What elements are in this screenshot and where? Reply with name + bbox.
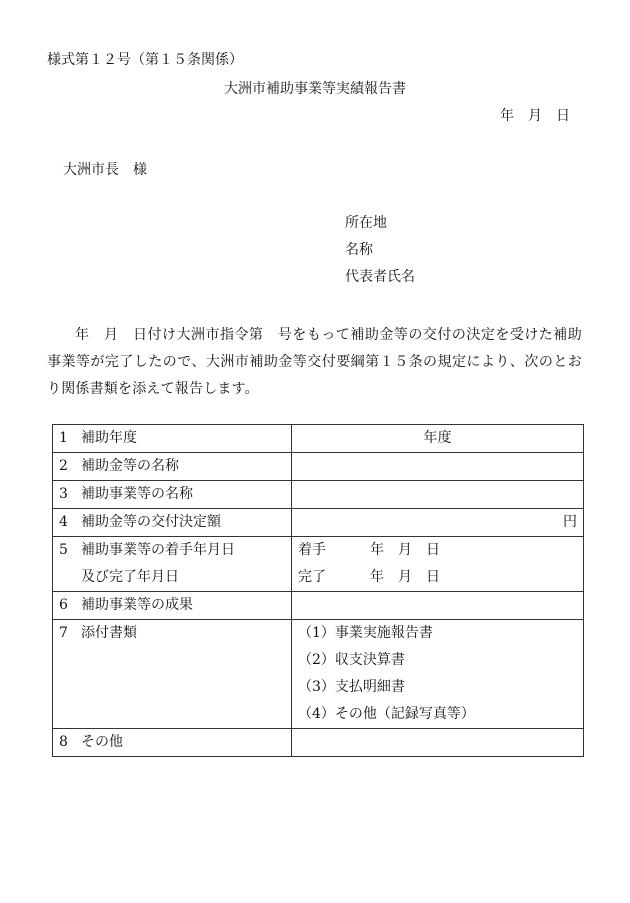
table-row: [53, 453, 584, 481]
row-label-continued: 及び完了年月日: [81, 569, 179, 585]
yen-unit: 円: [563, 514, 577, 530]
form-number: 様式第１２号（第１５条関係）: [47, 52, 243, 68]
end-date: 年 月 日: [370, 569, 440, 585]
row-label: その他: [81, 734, 123, 750]
row-number: 6: [59, 597, 68, 613]
project-dates-cell: [292, 537, 584, 592]
attachment-item: （4）その他（記録写真等）: [298, 706, 475, 722]
table-row: [53, 620, 584, 729]
row-label-cell: [53, 481, 292, 509]
row-label: 補助金等の名称: [81, 458, 179, 474]
table-row: [53, 509, 584, 537]
start-label: 着手: [298, 542, 326, 558]
row-label-cell: [53, 453, 292, 481]
row-label-cell: [53, 592, 292, 620]
attachment-item: （2）収支決算書: [298, 652, 405, 668]
fiscal-year-value: 年度: [292, 425, 584, 453]
results-value: [292, 592, 584, 620]
row-number: 5: [59, 542, 68, 558]
row-number: 7: [59, 625, 68, 641]
row-label: 補助年度: [81, 430, 137, 446]
table-row: [53, 592, 584, 620]
grant-amount-cell: [292, 509, 584, 537]
attachments-cell: [292, 620, 584, 729]
table-row: [53, 425, 584, 453]
start-date: 年 月 日: [370, 542, 440, 558]
row-label: 補助事業等の着手年月日: [81, 542, 235, 558]
attachment-item: （3）支払明細書: [298, 679, 405, 695]
row-label: 補助事業等の成果: [81, 597, 193, 613]
report-body-text: 年 月 日付け大洲市指令第 号をもって補助金等の交付の決定を受けた補助事業等が完了したので、大洲市補助金等交付要綱第１５条の規定により、次のとおり関係書類を添えて報告します。: [47, 327, 582, 397]
addressee: 大洲市長 様: [63, 162, 147, 178]
report-table: [52, 424, 584, 757]
row-label-cell: [53, 425, 292, 453]
row-number: 8: [59, 734, 68, 750]
row-number: 3: [59, 486, 68, 502]
table-row: [53, 729, 584, 757]
other-value: [292, 729, 584, 757]
sender-name-label: 名称: [345, 242, 373, 258]
table-row: [53, 537, 584, 592]
table-row: [53, 481, 584, 509]
row-number: 2: [59, 458, 68, 474]
end-label: 完了: [298, 569, 326, 585]
row-label-cell: [53, 729, 292, 757]
attachment-item: （1）事業実施報告書: [298, 625, 433, 641]
row-number: 1: [59, 430, 68, 446]
report-date: 年 月 日: [500, 108, 570, 124]
row-label: 添付書類: [81, 625, 137, 641]
row-label: 補助事業等の名称: [81, 486, 193, 502]
subsidy-name-value: [292, 453, 584, 481]
row-label-cell: [53, 509, 292, 537]
row-number: 4: [59, 514, 68, 530]
row-label-cell: [53, 620, 292, 729]
sender-address-label: 所在地: [345, 215, 387, 231]
sender-representative-label: 代表者氏名: [345, 269, 415, 285]
project-name-value: [292, 481, 584, 509]
row-label-cell: [53, 537, 292, 592]
row-label: 補助金等の交付決定額: [81, 514, 221, 530]
document-title: 大洲市補助事業等実績報告書: [224, 81, 406, 97]
